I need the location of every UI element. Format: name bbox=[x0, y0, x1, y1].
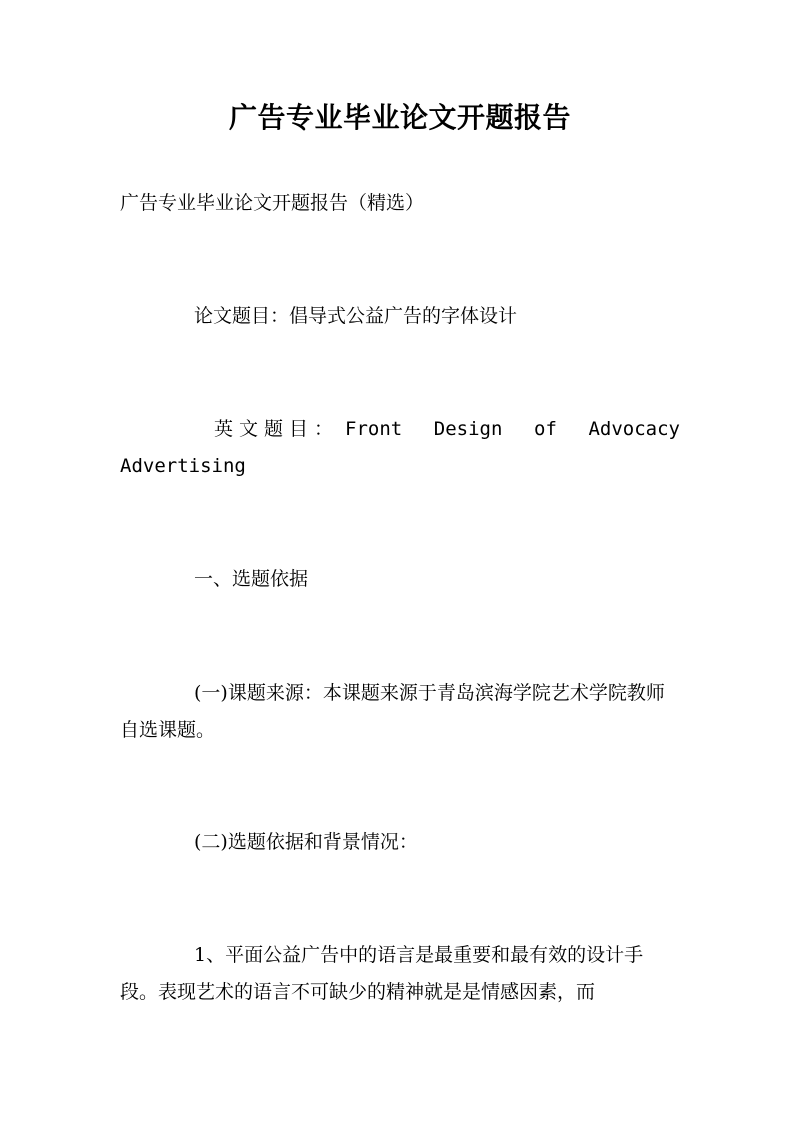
section-heading-background: (二)选题依据和背景情况： bbox=[194, 831, 418, 853]
thesis-topic-english bbox=[120, 411, 680, 485]
topic-source-paragraph: (一)课题来源：本课题来源于青岛滨海学院艺术学院教师自选课题。 bbox=[120, 682, 665, 741]
english-topic-value: Front Design of Advocacy Advertising bbox=[120, 418, 680, 477]
body-paragraph: 1、平面公益广告中的语言是最重要和最有效的设计手段。表现艺术的语言不可缺少的精神就是是情感因素，而 bbox=[120, 944, 644, 1003]
section-heading-basis: 一、选题依据 bbox=[194, 568, 309, 590]
english-topic-label: 英文题目： bbox=[214, 418, 340, 440]
document-title: 广告专业毕业论文开题报告 bbox=[228, 101, 571, 134]
document-subtitle: 广告专业毕业论文开题报告（精选） bbox=[120, 192, 425, 214]
thesis-topic-chinese: 论文题目：倡导式公益广告的字体设计 bbox=[194, 305, 518, 327]
